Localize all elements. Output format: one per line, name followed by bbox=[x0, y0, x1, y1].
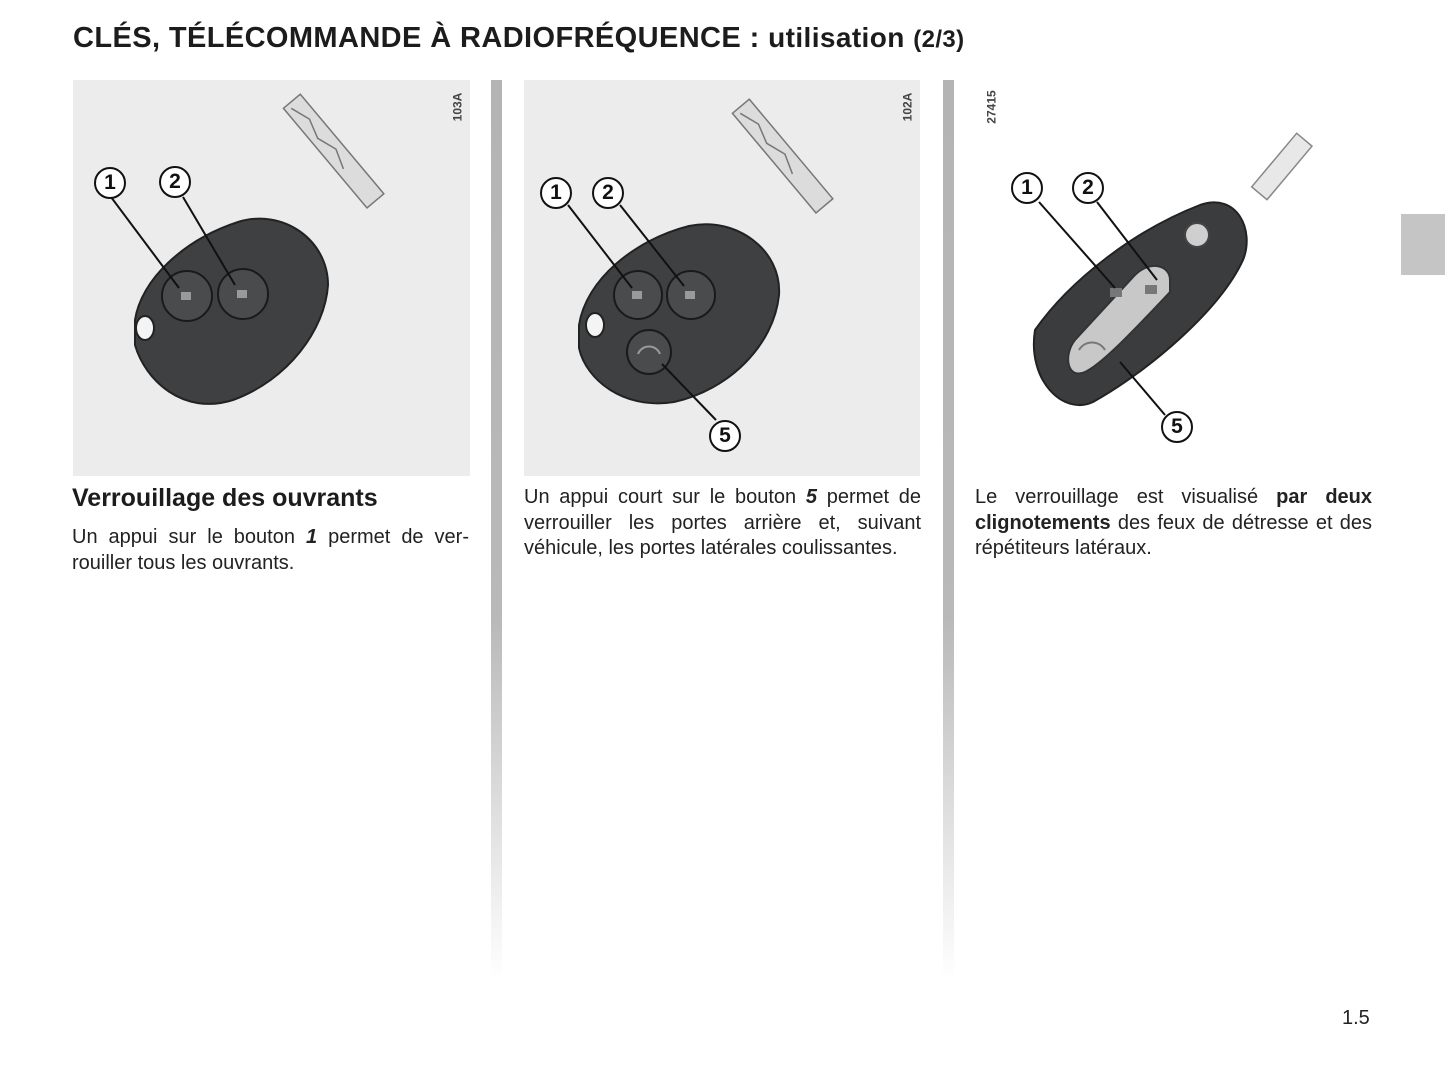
callout-5: 5 bbox=[1161, 411, 1193, 443]
callout-line-1 bbox=[1039, 202, 1115, 288]
key-blade bbox=[283, 94, 383, 208]
callout-line-1 bbox=[568, 205, 632, 288]
column-separator-2 bbox=[943, 80, 954, 980]
unlock-icon bbox=[237, 290, 247, 298]
figure-ref-code: 27415 bbox=[984, 90, 999, 124]
section-heading: Verrouillage des ouvrants bbox=[72, 484, 378, 512]
title-pages: (2/3) bbox=[913, 26, 965, 53]
title-sub: utilisation bbox=[768, 22, 905, 53]
callout-line-1 bbox=[111, 197, 179, 288]
callout-5: 5 bbox=[709, 420, 741, 452]
callout-2: 2 bbox=[1072, 172, 1104, 204]
chapter-tab bbox=[1401, 214, 1445, 275]
callout-2: 2 bbox=[592, 177, 624, 209]
column-separator-1 bbox=[491, 80, 502, 980]
lock-icon bbox=[181, 292, 191, 300]
callout-1: 1 bbox=[1011, 172, 1043, 204]
release-button bbox=[1185, 223, 1209, 247]
paragraph-col2: Un appui court sur le bouton 5 permet de verrouiller les portes arrière et, suivant véhicule, les portes latérales coulissantes. bbox=[524, 486, 921, 559]
figure-ref-code: 103A bbox=[450, 92, 465, 122]
paragraph-col3: Le verrouillage est visualisé par deux clignotements des feux de détresse et des répétiteurs latéraux. bbox=[975, 486, 1372, 559]
key-blade bbox=[1252, 133, 1312, 199]
lock-icon bbox=[632, 291, 642, 299]
key-illustration bbox=[73, 80, 470, 476]
unlock-icon bbox=[1145, 285, 1157, 294]
callout-1: 1 bbox=[540, 177, 572, 209]
unlock-icon bbox=[685, 291, 695, 299]
figure-flip-key bbox=[975, 80, 1372, 476]
page-number: 1.5 bbox=[1342, 1007, 1370, 1029]
page-title bbox=[73, 22, 965, 55]
figure-key-three-buttons bbox=[524, 80, 920, 476]
figure-key-two-buttons bbox=[73, 80, 470, 476]
callout-2: 2 bbox=[159, 166, 191, 198]
key-illustration bbox=[524, 80, 920, 476]
paragraph-col1: Un appui sur le bouton 1 permet de verrouiller tous les ouvrants. bbox=[72, 526, 469, 574]
title-main: CLÉS, TÉLÉCOMMANDE À RADIOFRÉQUENCE : bbox=[73, 22, 760, 54]
key-blade bbox=[732, 99, 832, 213]
keyring-hole bbox=[136, 316, 154, 340]
lock-icon bbox=[1110, 288, 1122, 297]
figure-ref-code: 102A bbox=[900, 92, 915, 122]
keyring-hole bbox=[586, 313, 604, 337]
callout-1: 1 bbox=[94, 167, 126, 199]
